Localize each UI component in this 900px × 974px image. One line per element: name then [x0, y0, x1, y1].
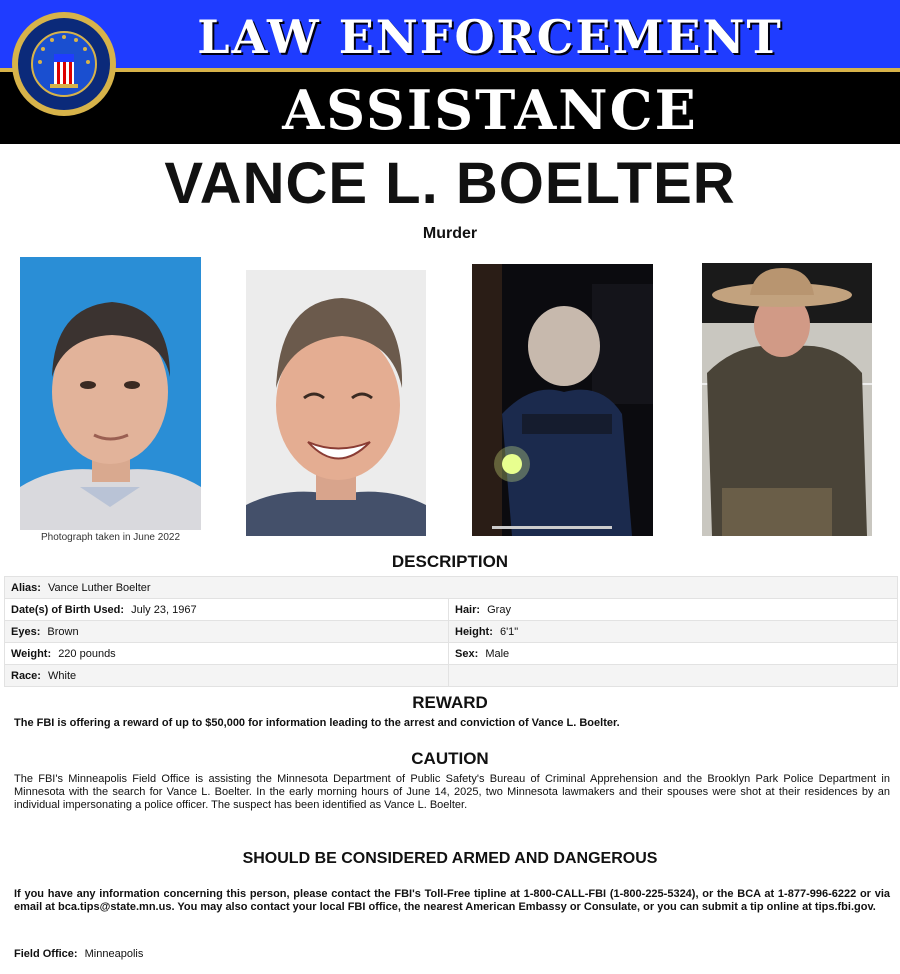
tip-instructions: If you have any information concerning this person, please contact the FBI's Toll-Free tipline at 1-800-CALL-FBI (1-800-225-5324), or the BCA at 1-877-996-6222 or via email at bca.tips@state.mn.us. You may also contact your local FBI office, the nearest American Embassy or Consulate, or you can submit a tip online at tips.fbi.gov.: [14, 888, 890, 913]
hair-value: Gray: [487, 603, 511, 616]
dob-value: July 23, 1967: [131, 603, 197, 616]
weight-label: Weight:: [11, 647, 52, 660]
field-office-value: Minneapolis: [84, 948, 144, 960]
caution-text: The FBI's Minneapolis Field Office is assisting the Minnesota Department of Public Safety's Bureau of Criminal Apprehension and the Brooklyn Park Police Department in Minnesota with the search for Vance L. Boelter. In the early morning hours of June 14, 2025, two Minnesota lawmakers and their spouses were shot at their residences by an individual impersonating a police officer. The suspect has been identified as Vance L. Boelter.: [14, 773, 890, 811]
field-office-label: Field Office:: [14, 948, 78, 960]
banner-line1: LAW ENFORCEMENT: [197, 10, 783, 64]
table-row: [5, 621, 898, 643]
caution-heading: CAUTION: [411, 749, 489, 768]
photo-smiling-portrait: [246, 270, 426, 536]
subject-name: VANCE L. BOELTER: [164, 151, 736, 216]
photo-surveillance-masked: [472, 264, 653, 536]
header-banner: [0, 0, 900, 144]
table-row: [5, 577, 898, 599]
fbi-seal-icon: [10, 10, 118, 118]
dob-label: Date(s) of Birth Used:: [11, 603, 125, 616]
race-label: Race:: [11, 669, 41, 682]
eyes-label: Eyes:: [11, 625, 41, 638]
sex-label: Sex:: [455, 647, 479, 660]
sex-value: Male: [485, 647, 510, 660]
photo-surveillance-cowboy-hat: [702, 263, 872, 536]
photo-caption: Photograph taken in June 2022: [41, 532, 180, 543]
weight-value: 220 pounds: [58, 647, 116, 660]
race-value: White: [48, 669, 77, 682]
description-table: [4, 576, 898, 687]
alias-value: Vance Luther Boelter: [48, 581, 151, 594]
reward-heading: REWARD: [412, 693, 488, 712]
banner-line2: ASSISTANCE: [282, 78, 698, 142]
description-heading: DESCRIPTION: [391, 552, 509, 571]
hair-label: Hair:: [455, 603, 481, 616]
crime-label: Murder: [422, 225, 478, 242]
photo-license-portrait: [20, 257, 201, 530]
table-row: [5, 599, 898, 621]
armed-warning: SHOULD BE CONSIDERED ARMED AND DANGEROUS: [242, 850, 658, 867]
alias-label: Alias:: [11, 581, 41, 594]
height-label: Height:: [455, 625, 493, 638]
eyes-value: Brown: [47, 625, 79, 638]
height-value: 6'1": [499, 625, 519, 638]
table-row: [5, 643, 898, 665]
field-office: [14, 948, 143, 960]
table-row: [5, 665, 898, 687]
reward-text: The FBI is offering a reward of up to $50,000 for information leading to the arrest and conviction of Vance L. Boelter.: [14, 717, 620, 729]
